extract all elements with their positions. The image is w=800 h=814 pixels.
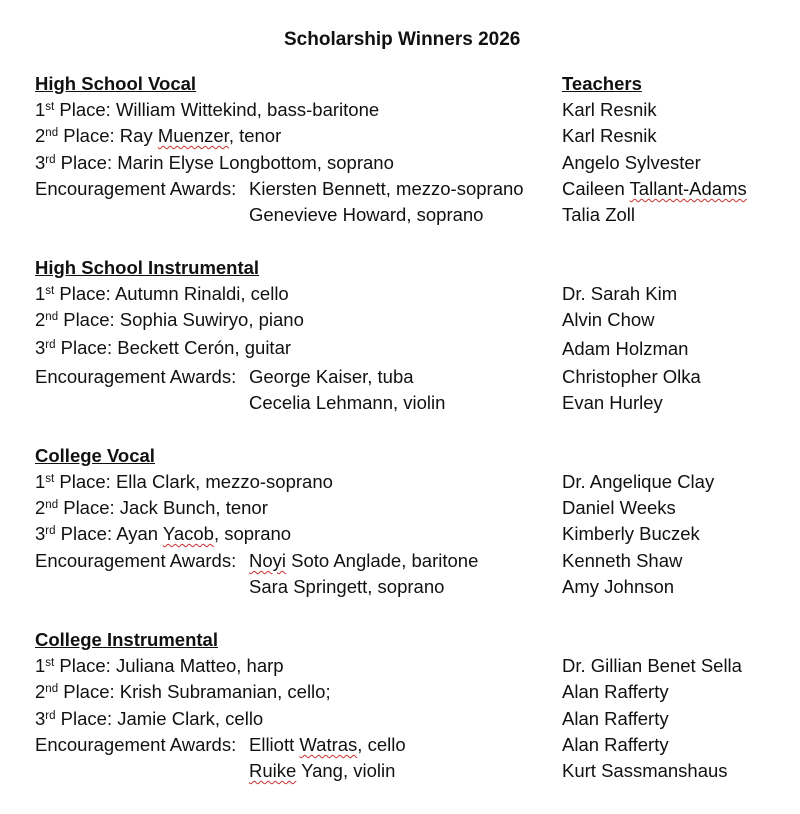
col-vocal-second-place: 2nd Place: Jack Bunch, tenor bbox=[35, 497, 268, 518]
col-instr-second-teacher: Alan Rafferty bbox=[562, 681, 669, 702]
hs-instr-second-teacher: Alvin Chow bbox=[562, 309, 655, 330]
hs-vocal-third-place: 3rd Place: Marin Elyse Longbottom, soprano bbox=[35, 152, 394, 173]
hs-instr-encouragement-1-teacher: Christopher Olka bbox=[562, 366, 701, 387]
hs-vocal-first-teacher: Karl Resnik bbox=[562, 99, 657, 120]
section-header-high-school-vocal: High School Vocal bbox=[35, 73, 197, 94]
hs-instr-second-place: 2nd Place: Sophia Suwiryo, piano bbox=[35, 309, 304, 330]
section-header-high-school-instrumental: High School Instrumental bbox=[35, 257, 260, 278]
col-instr-first-teacher: Dr. Gillian Benet Sella bbox=[562, 655, 742, 676]
hs-vocal-encouragement-1-teacher: Caileen Tallant-Adams bbox=[562, 178, 747, 199]
hs-vocal-encouragement-label: Encouragement Awards: bbox=[35, 178, 237, 199]
hs-vocal-encouragement-2-teacher: Talia Zoll bbox=[562, 204, 635, 225]
hs-instr-encouragement-1: George Kaiser, tuba bbox=[249, 366, 414, 387]
hs-instr-encouragement-2: Cecelia Lehmann, violin bbox=[249, 392, 446, 413]
teachers-header: Teachers bbox=[562, 73, 642, 94]
col-vocal-encouragement-2: Sara Springett, soprano bbox=[249, 576, 445, 597]
col-vocal-encouragement-2-teacher: Amy Johnson bbox=[562, 576, 675, 597]
hs-instr-first-teacher: Dr. Sarah Kim bbox=[562, 283, 678, 304]
col-instr-encouragement-1: Elliott Watras, cello bbox=[249, 734, 406, 755]
hs-instr-encouragement-label: Encouragement Awards: bbox=[35, 366, 237, 387]
col-instr-encouragement-1-teacher: Alan Rafferty bbox=[562, 734, 669, 755]
hs-instr-encouragement-2-teacher: Evan Hurley bbox=[562, 392, 663, 413]
col-vocal-encouragement-label: Encouragement Awards: bbox=[35, 550, 237, 571]
hs-instr-third-teacher: Adam Holzman bbox=[562, 338, 689, 359]
hs-vocal-second-teacher: Karl Resnik bbox=[562, 125, 657, 146]
col-vocal-second-teacher: Daniel Weeks bbox=[562, 497, 676, 518]
col-vocal-encouragement-1-teacher: Kenneth Shaw bbox=[562, 550, 683, 571]
hs-instr-first-place: 1st Place: Autumn Rinaldi, cello bbox=[35, 283, 289, 304]
hs-instr-third-place: 3rd Place: Beckett Cerón, guitar bbox=[35, 337, 292, 358]
hs-vocal-first-place: 1st Place: William Wittekind, bass-baritone bbox=[35, 99, 380, 120]
col-vocal-encouragement-1: Noyi Soto Anglade, baritone bbox=[249, 550, 479, 571]
page-title: Scholarship Winners 2026 bbox=[284, 29, 521, 50]
hs-vocal-encouragement-1: Kiersten Bennett, mezzo-soprano bbox=[249, 178, 524, 199]
col-instr-encouragement-2-teacher: Kurt Sassmanshaus bbox=[562, 760, 728, 781]
col-vocal-third-place: 3rd Place: Ayan Yacob, soprano bbox=[35, 523, 292, 544]
col-instr-third-place: 3rd Place: Jamie Clark, cello bbox=[35, 708, 264, 729]
hs-vocal-encouragement-2: Genevieve Howard, soprano bbox=[249, 204, 484, 225]
col-instr-second-place: 2nd Place: Krish Subramanian, cello; bbox=[35, 681, 331, 702]
hs-vocal-second-place: 2nd Place: Ray Muenzer, tenor bbox=[35, 125, 282, 146]
section-header-college-vocal: College Vocal bbox=[35, 445, 155, 466]
section-header-college-instrumental: College Instrumental bbox=[35, 629, 218, 650]
col-instr-encouragement-2: Ruike Yang, violin bbox=[249, 760, 396, 781]
col-instr-third-teacher: Alan Rafferty bbox=[562, 708, 669, 729]
col-vocal-first-place: 1st Place: Ella Clark, mezzo-soprano bbox=[35, 471, 333, 492]
col-instr-first-place: 1st Place: Juliana Matteo, harp bbox=[35, 655, 284, 676]
col-vocal-first-teacher: Dr. Angelique Clay bbox=[562, 471, 715, 492]
col-instr-encouragement-label: Encouragement Awards: bbox=[35, 734, 237, 755]
col-vocal-third-teacher: Kimberly Buczek bbox=[562, 523, 700, 544]
hs-vocal-third-teacher: Angelo Sylvester bbox=[562, 152, 701, 173]
